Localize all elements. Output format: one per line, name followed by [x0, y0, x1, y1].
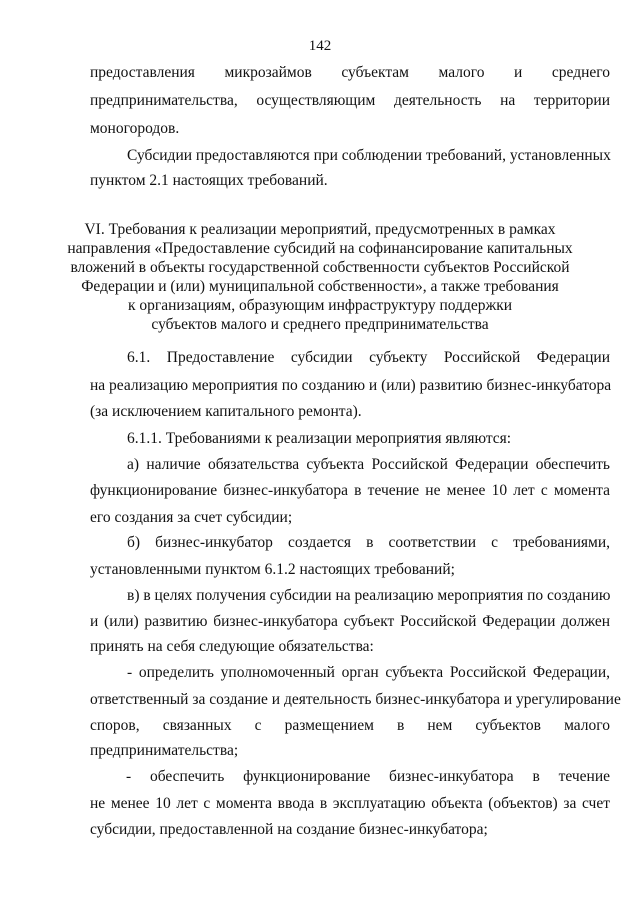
- page-number: 142: [308, 38, 332, 54]
- text-line: Субсидии предоставляются при соблюдении требований, установленных: [127, 147, 611, 164]
- heading-line: VI. Требования к реализации мероприятий, предусмотренных в рамках: [84, 221, 556, 238]
- text-line: а) наличие обязательства субъекта Российской Федерации обеспечить: [127, 456, 610, 473]
- text-line: субсидии, предоставленной на создание бизнес-инкубатора;: [90, 821, 488, 838]
- text-line: 6.1. Предоставление субсидии субъекту Российской Федерации: [127, 349, 610, 366]
- text-line: (за исключением капитального ремонта).: [90, 403, 362, 420]
- heading-line: к организациям, образующим инфраструктуру поддержки: [127, 297, 513, 314]
- heading-line: Федерации и (или) муниципальной собственности», а также требования: [81, 278, 559, 295]
- text-line: - обеспечить функционирование бизнес-инкубатора в течение: [126, 768, 610, 785]
- text-line: предпринимательства, осуществляющим деятельность на территории: [90, 92, 610, 109]
- text-line: не менее 10 лет с момента ввода в эксплуатацию объекта (объектов) за счет: [90, 795, 610, 812]
- text-line: принять на себя следующие обязательства:: [90, 638, 374, 655]
- section-heading: [60, 220, 580, 334]
- text-line: моногородов.: [90, 120, 180, 137]
- text-line: - определить уполномоченный орган субъекта Российской Федерации,: [127, 664, 610, 681]
- text-line: 6.1.1. Требованиями к реализации мероприятия являются:: [127, 430, 512, 447]
- text-line: споров, связанных с размещением в нем субъектов малого: [90, 717, 610, 734]
- text-line: предоставления микрозаймов субъектам малого и среднего: [90, 64, 610, 81]
- text-line: ответственный за создание и деятельность бизнес-инкубатора и урегулирование: [90, 691, 621, 708]
- text-line: на реализацию мероприятия по созданию и (или) развитию бизнес-инкубатора: [90, 377, 612, 394]
- heading-line: направления «Предоставление субсидий на софинансирование капитальных: [67, 240, 573, 257]
- text-line: и (или) развитию бизнес-инкубатора субъект Российской Федерации должен: [90, 613, 610, 630]
- text-line: б) бизнес-инкубатор создается в соответствии с требованиями,: [127, 534, 610, 551]
- text-line: пунктом 2.1 настоящих требований.: [90, 172, 328, 189]
- text-line: установленными пунктом 6.1.2 настоящих требований;: [90, 561, 455, 578]
- text-line: его создания за счет субсидии;: [90, 509, 293, 526]
- text-line: в) в целях получения субсидии на реализацию мероприятия по созданию: [127, 587, 611, 604]
- heading-line: субъектов малого и среднего предпринимательства: [151, 316, 489, 333]
- text-line: предпринимательства;: [90, 742, 239, 759]
- text-line: функционирование бизнес-инкубатора в течение не менее 10 лет с момента: [90, 482, 610, 499]
- heading-line: вложений в объекты государственной собственности субъектов Российской: [70, 259, 570, 276]
